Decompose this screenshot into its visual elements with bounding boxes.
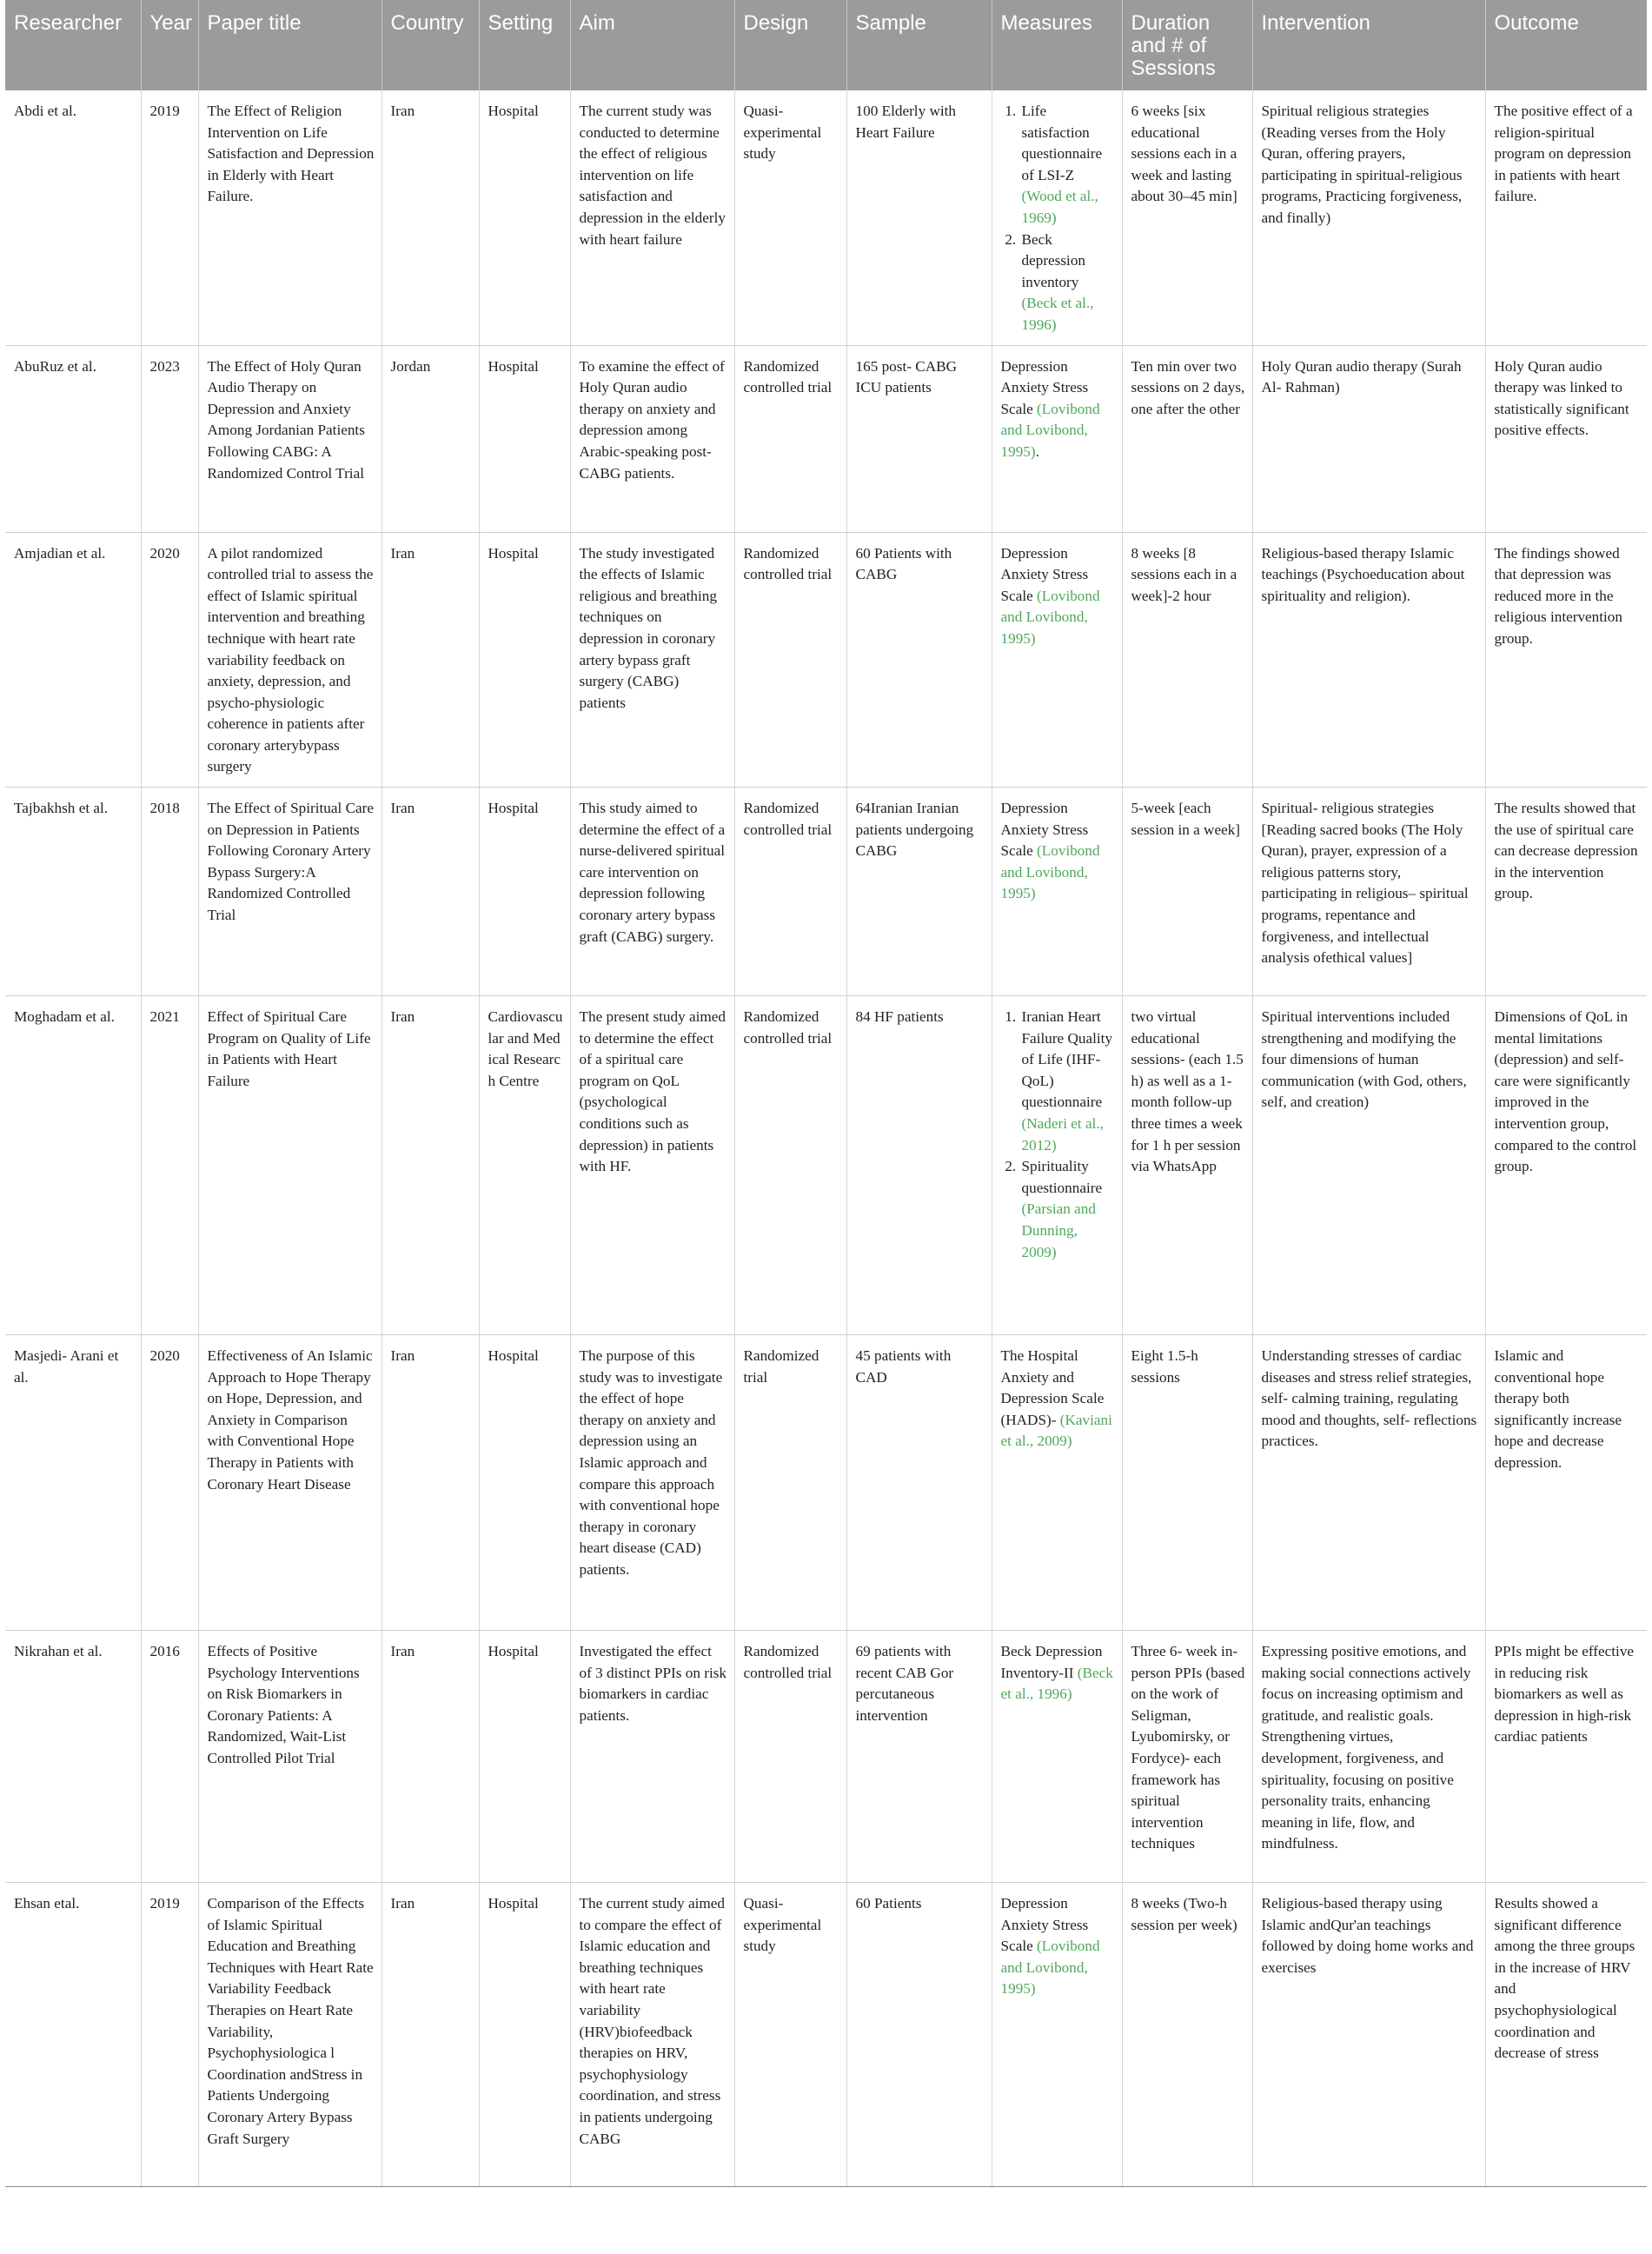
col-header-sample: Sample [846, 0, 992, 90]
measure-text: Depression Anxiety Stress Scale [1000, 357, 1089, 417]
cell-year: 2016 [141, 1631, 198, 1883]
cell-design: Randomized controlled trial [734, 996, 846, 1335]
cell-year: 2020 [141, 1335, 198, 1631]
citation-link[interactable]: (Parsian and Dunning, 2009) [1021, 1200, 1096, 1260]
measure-text: Iranian Heart Failure Quality of Life (IHF-QoL) questionnaire [1021, 1008, 1113, 1111]
cell-setting: Cardiovascular and Medical Research Centre [479, 996, 570, 1335]
col-header-country: Country [381, 0, 479, 90]
list-item [1020, 1156, 1115, 1263]
measure-text: Spirituality questionnaire [1021, 1158, 1103, 1196]
cell-measures [992, 90, 1122, 345]
measure-text: Depression Anxiety Stress Scale [1000, 800, 1089, 860]
cell-title: The Effect of Spiritual Care on Depression in Patients Following Coronary Artery Bypass Surgery:A Randomized Controlled Trial [198, 788, 381, 996]
cell-researcher: Moghadam et al. [5, 996, 141, 1335]
cell-design: Randomized trial [734, 1335, 846, 1631]
cell-country: Iran [381, 90, 479, 345]
citation-link[interactable]: (Lovibond and Lovibond, 1995) [1000, 842, 1100, 902]
cell-setting: Hospital [479, 1631, 570, 1883]
measure-suffix: . [1035, 442, 1039, 460]
cell-researcher: Masjedi- Arani et al. [5, 1335, 141, 1631]
cell-duration: Three 6- week in- person PPIs (based on the work of Seligman, Lyubomirsky, or Fordyce)- each framework has spiritual intervention techniques [1122, 1631, 1252, 1883]
cell-setting: Hospital [479, 532, 570, 788]
cell-sample: 45 patients with CAD [846, 1335, 992, 1631]
cell-outcome: Islamic and conventional hope therapy both significantly increase hope and decrease depression. [1485, 1335, 1647, 1631]
cell-sample: 84 HF patients [846, 996, 992, 1335]
col-header-aim: Aim [570, 0, 734, 90]
cell-outcome: PPIs might be effective in reducing risk biomarkers as well as depression in high-risk cardiac patients [1485, 1631, 1647, 1883]
measures-list [1001, 101, 1115, 336]
cell-country: Iran [381, 1631, 479, 1883]
table-row [5, 1631, 1647, 1883]
cell-year: 2021 [141, 996, 198, 1335]
cell-outcome: Holy Quran audio therapy was linked to statistically significant positive effects. [1485, 345, 1647, 532]
cell-country: Iran [381, 996, 479, 1335]
cell-measures [992, 532, 1122, 788]
cell-design: Randomized controlled trial [734, 1631, 846, 1883]
col-header-year: Year [141, 0, 198, 90]
cell-title: Comparison of the Effects of Islamic Spiritual Education and Breathing Techniques with Heart Rate Variability Feedback Therapies on Heart Rate Variability, Psychophysiologica l Coordination andStress in Patients Undergoing Coronary Artery Bypass Graft Surgery [198, 1883, 381, 2187]
list-item [1020, 229, 1115, 336]
cell-duration: Ten min over two sessions on 2 days, one after the other [1122, 345, 1252, 532]
studies-table [5, 0, 1647, 2187]
cell-measures [992, 788, 1122, 996]
cell-outcome: Results showed a significant difference among the three groups in the increase of HRV and psychophysiological coordination and decrease of stress [1485, 1883, 1647, 2187]
cell-measures [992, 996, 1122, 1335]
cell-intervention: Religious-based therapy Islamic teachings (Psychoeducation about spirituality and religion). [1252, 532, 1485, 788]
cell-researcher: AbuRuz et al. [5, 345, 141, 532]
cell-outcome: The results showed that the use of spiritual care can decrease depression in the intervention group. [1485, 788, 1647, 996]
cell-aim: The purpose of this study was to investigate the effect of hope therapy on anxiety and depression using an Islamic approach and compare this approach with conventional hope therapy in coronary heart disease (CAD) patients. [570, 1335, 734, 1631]
cell-setting: Hospital [479, 1335, 570, 1631]
col-header-setting: Setting [479, 0, 570, 90]
cell-outcome: The positive effect of a religion-spiritual program on depression in patients with heart failure. [1485, 90, 1647, 345]
col-header-title: Paper title [198, 0, 381, 90]
citation-link[interactable]: (Beck et al., 1996) [1000, 1664, 1113, 1703]
list-item [1020, 101, 1115, 229]
cell-aim: The current study was conducted to determine the effect of religious intervention on life satisfaction and depression in the elderly with heart failure [570, 90, 734, 345]
cell-outcome: Dimensions of QoL in mental limitations (depression) and self-care were significantly improved in the intervention group, compared to the control group. [1485, 996, 1647, 1335]
table-row [5, 90, 1647, 345]
cell-aim: This study aimed to determine the effect of a nurse-delivered spiritual care intervention on depression following coronary artery bypass graft (CABG) surgery. [570, 788, 734, 996]
measures-list [1001, 1007, 1115, 1263]
cell-researcher: Ehsan etal. [5, 1883, 141, 2187]
cell-year: 2023 [141, 345, 198, 532]
cell-year: 2019 [141, 90, 198, 345]
table-row [5, 345, 1647, 532]
citation-link[interactable]: (Lovibond and Lovibond, 1995) [1000, 400, 1100, 460]
cell-researcher: Amjadian et al. [5, 532, 141, 788]
header-row [5, 0, 1647, 90]
measure-text: Depression Anxiety Stress Scale [1000, 1895, 1089, 1955]
measure-text: Beck depression inventory [1021, 230, 1086, 290]
cell-duration: 8 weeks [8 sessions each in a week]-2 hour [1122, 532, 1252, 788]
cell-sample: 165 post- CABG ICU patients [846, 345, 992, 532]
cell-intervention: Religious-based therapy using Islamic andQur'an teachings followed by doing home works and exercises [1252, 1883, 1485, 2187]
cell-researcher: Nikrahan et al. [5, 1631, 141, 1883]
cell-setting: Hospital [479, 788, 570, 996]
cell-sample: 100 Elderly with Heart Failure [846, 90, 992, 345]
measure-text: Beck Depression Inventory-II [1000, 1643, 1103, 1681]
col-header-outcome: Outcome [1485, 0, 1647, 90]
cell-sample: 60 Patients with CABG [846, 532, 992, 788]
col-header-duration: Duration and # of Sessions [1122, 0, 1252, 90]
citation-link[interactable]: (Lovibond and Lovibond, 1995) [1000, 1938, 1100, 1998]
cell-aim: Investigated the effect of 3 distinct PPIs on risk biomarkers in cardiac patients. [570, 1631, 734, 1883]
cell-design: Quasi-experimental study [734, 1883, 846, 2187]
cell-outcome: The findings showed that depression was reduced more in the religious intervention group. [1485, 532, 1647, 788]
cell-title: Effectiveness of An Islamic Approach to Hope Therapy on Hope, Depression, and Anxiety in Comparison with Conventional Hope Therapy in Patients with Coronary Heart Disease [198, 1335, 381, 1631]
cell-country: Iran [381, 1883, 479, 2187]
cell-design: Quasi-experimental study [734, 90, 846, 345]
cell-aim: The study investigated the effects of Islamic religious and breathing techniques on depression in coronary artery bypass graft surgery (CABG) patients [570, 532, 734, 788]
cell-duration: two virtual educational sessions- (each 1.5 h) as well as a 1-month follow-up three times a week for 1 h per session via WhatsApp [1122, 996, 1252, 1335]
cell-intervention: Understanding stresses of cardiac diseases and stress relief strategies, self- calming training, regulating mood and thoughts, self- reflections practices. [1252, 1335, 1485, 1631]
cell-country: Iran [381, 788, 479, 996]
cell-aim: The current study aimed to compare the effect of Islamic education and breathing techniques with heart rate variability (HRV)biofeedback therapies on HRV, psychophysiology coordination, and stress in patients undergoing CABG [570, 1883, 734, 2187]
cell-design: Randomized controlled trial [734, 532, 846, 788]
cell-sample: 60 Patients [846, 1883, 992, 2187]
cell-sample: 69 patients with recent CAB Gor percutaneous intervention [846, 1631, 992, 1883]
table-row [5, 1883, 1647, 2187]
cell-duration: 8 weeks (Two-h session per week) [1122, 1883, 1252, 2187]
cell-design: Randomized controlled trial [734, 788, 846, 996]
cell-measures [992, 1883, 1122, 2187]
measure-text: Life satisfaction questionnaire of LSI-Z [1021, 103, 1103, 183]
cell-researcher: Abdi et al. [5, 90, 141, 345]
cell-duration: 6 weeks [six educational sessions each in a week and lasting about 30–45 min] [1122, 90, 1252, 345]
col-header-measures: Measures [992, 0, 1122, 90]
cell-intervention: Expressing positive emotions, and making social connections actively focus on increasing optimism and gratitude, and realistic goals. Strengthening virtues, development, forgiveness, and spirituality, focusing on positive personality traits, enhancing meaning in life, flow, and mindfulness. [1252, 1631, 1485, 1883]
cell-measures [992, 1335, 1122, 1631]
cell-title: Effect of Spiritual Care Program on Quality of Life in Patients with Heart Failure [198, 996, 381, 1335]
table-row [5, 1335, 1647, 1631]
cell-intervention: Spiritual- religious strategies [Reading sacred books (The Holy Quran), prayer, expression of a religious patterns story, participating in religious– spiritual programs, repentance and forgiveness, and intellectual analysis ofethical values] [1252, 788, 1485, 996]
cell-intervention: Holy Quran audio therapy (Surah Al- Rahman) [1252, 345, 1485, 532]
citation-link[interactable]: (Beck et al., 1996) [1021, 295, 1094, 333]
cell-country: Jordan [381, 345, 479, 532]
citation-link[interactable]: (Lovibond and Lovibond, 1995) [1000, 587, 1100, 647]
citation-link[interactable]: (Kaviani et al., 2009) [1000, 1411, 1112, 1450]
cell-aim: The present study aimed to determine the effect of a spiritual care program on QoL (psychological conditions such as depression) in patients with HF. [570, 996, 734, 1335]
measure-text: Depression Anxiety Stress Scale [1000, 544, 1089, 604]
cell-country: Iran [381, 532, 479, 788]
cell-intervention: Spiritual interventions included strengthening and modifying the four dimensions of human communication (with God, others, self, and creation) [1252, 996, 1485, 1335]
cell-setting: Hospital [479, 1883, 570, 2187]
col-header-researcher: Researcher [5, 0, 141, 90]
cell-year: 2019 [141, 1883, 198, 2187]
cell-year: 2018 [141, 788, 198, 996]
cell-year: 2020 [141, 532, 198, 788]
table-row [5, 788, 1647, 996]
cell-setting: Hospital [479, 345, 570, 532]
table-row [5, 996, 1647, 1335]
cell-measures [992, 345, 1122, 532]
list-item [1020, 1007, 1115, 1156]
cell-measures [992, 1631, 1122, 1883]
measure-text: The Hospital Anxiety and Depression Scale (HADS)- [1000, 1347, 1105, 1428]
citation-link[interactable]: (Wood et al., 1969) [1021, 188, 1098, 226]
cell-sample: 64Iranian Iranian patients undergoing CABG [846, 788, 992, 996]
cell-title: The Effect of Holy Quran Audio Therapy on Depression and Anxiety Among Jordanian Patients Following CABG: A Randomized Control Trial [198, 345, 381, 532]
cell-researcher: Tajbakhsh et al. [5, 788, 141, 996]
cell-title: The Effect of Religion Intervention on Life Satisfaction and Depression in Elderly with Heart Failure. [198, 90, 381, 345]
cell-duration: 5-week [each session in a week] [1122, 788, 1252, 996]
cell-setting: Hospital [479, 90, 570, 345]
citation-link[interactable]: (Naderi et al., 2012) [1021, 1115, 1104, 1154]
table-row [5, 532, 1647, 788]
cell-duration: Eight 1.5-h sessions [1122, 1335, 1252, 1631]
col-header-intervention: Intervention [1252, 0, 1485, 90]
cell-design: Randomized controlled trial [734, 345, 846, 532]
cell-title: Effects of Positive Psychology Interventions on Risk Biomarkers in Coronary Patients: A Randomized, Wait-List Controlled Pilot Trial [198, 1631, 381, 1883]
cell-title: A pilot randomized controlled trial to assess the effect of Islamic spiritual intervention and breathing technique with heart rate variability feedback on anxiety, depression, and psycho-physiologic coherence in patients after coronary arterybypass surgery [198, 532, 381, 788]
cell-intervention: Spiritual religious strategies (Reading verses from the Holy Quran, offering prayers, participating in spiritual-religious programs, Practicing forgiveness, and finally) [1252, 90, 1485, 345]
cell-country: Iran [381, 1335, 479, 1631]
col-header-design: Design [734, 0, 846, 90]
cell-aim: To examine the effect of Holy Quran audio therapy on anxiety and depression among Arabic-speaking post-CABG patients. [570, 345, 734, 532]
table-wrapper [5, 0, 1647, 2187]
